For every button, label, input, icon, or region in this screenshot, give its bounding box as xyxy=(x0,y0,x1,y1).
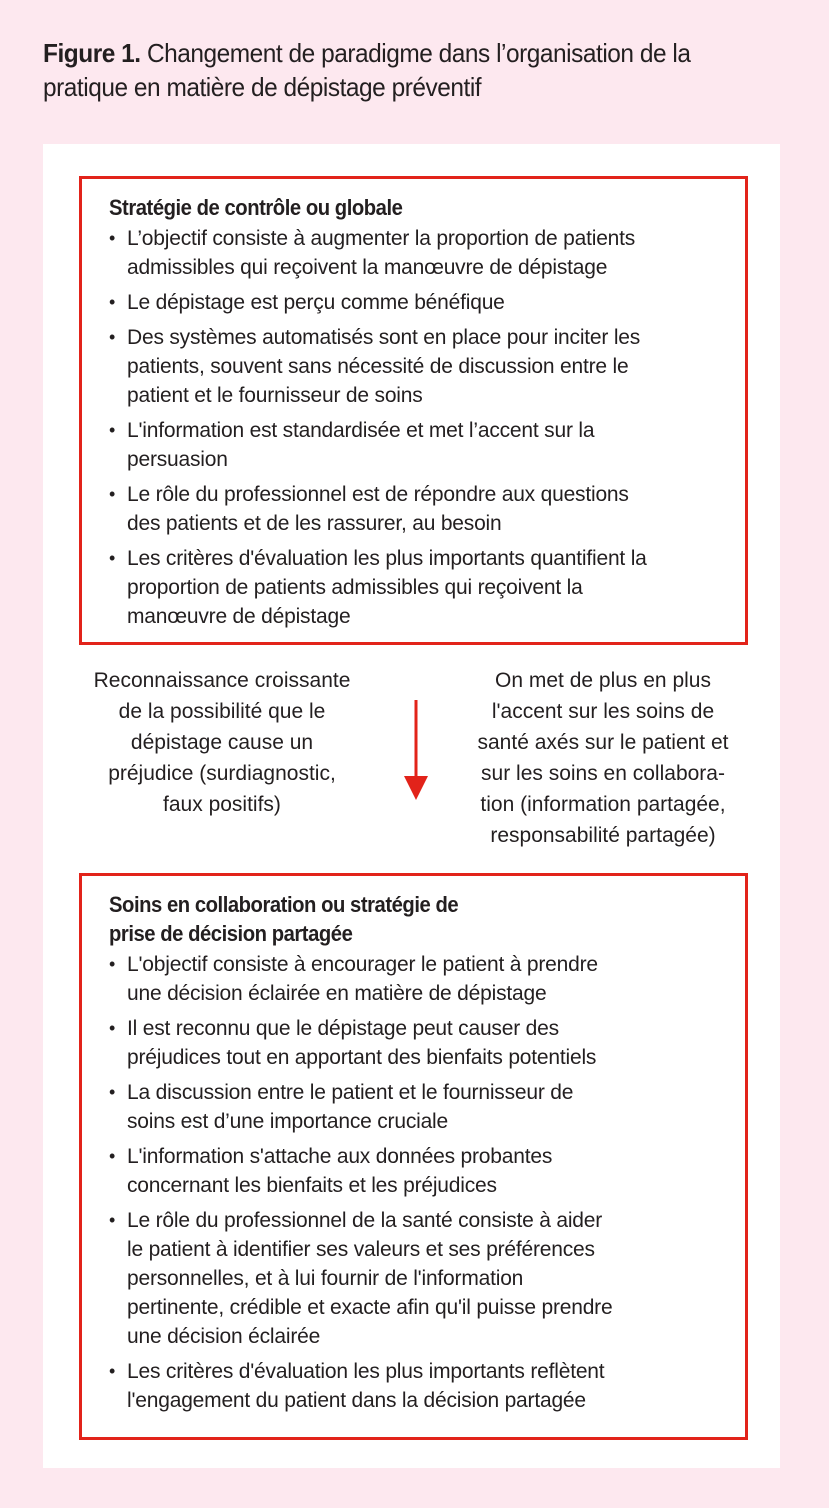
bullet-icon: • xyxy=(109,1210,116,1230)
list-item-text: Le rôle du professionnel est de répondre aux questions des patients et de les rassurer, au besoin xyxy=(127,483,629,535)
list-item xyxy=(109,224,733,282)
list-item-text: L'information est standardisée et met l’accent sur la persuasion xyxy=(127,419,595,471)
list-item-text: L'objectif consiste à encourager le patient à prendre une décision éclairée en matière de dépistage xyxy=(127,953,598,1005)
list-item xyxy=(109,544,733,631)
bullet-icon: • xyxy=(109,420,116,440)
bullet-icon: • xyxy=(109,1082,116,1102)
transition-left-text: Reconnaissance croissante de la possibilité que le dépistage cause un préjudice (surdiagnostic, faux positifs) xyxy=(93,669,351,816)
list-item-text: Le rôle du professionnel de la santé consiste à aider le patient à identifier ses valeurs et ses préférences personnelles, et à lui fournir de l'information pertinente, crédible et exacte afin qu'il puisse prendre une décision éclairée xyxy=(127,1209,613,1348)
bullet-icon: • xyxy=(109,484,116,504)
list-item xyxy=(109,1142,733,1200)
list-item xyxy=(109,950,733,1008)
shared-decision-list xyxy=(109,950,733,1415)
list-item-text: Les critères d'évaluation les plus importants quantifient la proportion de patients admissibles qui reçoivent la manœuvre de dépistage xyxy=(127,547,647,628)
bullet-icon: • xyxy=(109,548,116,568)
control-strategy-list xyxy=(109,224,733,631)
bullet-icon: • xyxy=(109,327,116,347)
list-item-text: La discussion entre le patient et le fournisseur de soins est d’une importance cruciale xyxy=(127,1081,574,1133)
figure-label: Figure 1. xyxy=(43,38,141,68)
shared-decision-box xyxy=(79,873,748,1440)
list-item-text: L’objectif consiste à augmenter la proportion de patients admissibles qui reçoivent la manœuvre de dépistage xyxy=(127,227,636,279)
control-strategy-box xyxy=(79,176,748,645)
figure-title xyxy=(43,36,757,104)
bullet-icon: • xyxy=(109,228,116,248)
bullet-icon: • xyxy=(109,1018,116,1038)
list-item-text: Les critères d'évaluation les plus importants reflètent l'engagement du patient dans la décision partagée xyxy=(127,1360,605,1412)
arrow-down-icon xyxy=(403,700,429,800)
list-item xyxy=(109,1078,733,1136)
control-strategy-heading: Stratégie de contrôle ou globale xyxy=(109,195,403,220)
list-item xyxy=(109,416,733,474)
bullet-icon: • xyxy=(109,1146,116,1166)
figure-title-text: Changement de paradigme dans l’organisation de la pratique en matière de dépistage préventif xyxy=(43,38,691,102)
transition-right-text: On met de plus en plus l'accent sur les soins de santé axés sur le patient et sur les soins en collabora- tion (information partagée, responsabilité partagée) xyxy=(477,669,729,847)
list-item-text: L'information s'attache aux données probantes concernant les bienfaits et les préjudices xyxy=(127,1145,553,1197)
list-item-text: Il est reconnu que le dépistage peut causer des préjudices tout en apportant des bienfaits potentiels xyxy=(127,1017,597,1069)
list-item xyxy=(109,1357,733,1415)
list-item xyxy=(109,288,733,317)
diagram-panel xyxy=(43,144,780,1468)
shared-decision-heading: Soins en collaboration ou stratégie de prise de décision partagée xyxy=(109,892,459,946)
bullet-icon: • xyxy=(109,954,116,974)
list-item-text: Des systèmes automatisés sont en place pour inciter les patients, souvent sans nécessité de discussion entre le patient et le fournisseur de soins xyxy=(127,326,641,407)
list-item xyxy=(109,480,733,538)
list-item xyxy=(109,1014,733,1072)
bullet-icon: • xyxy=(109,1361,116,1381)
list-item xyxy=(109,1206,733,1351)
list-item xyxy=(109,323,733,410)
list-item-text: Le dépistage est perçu comme bénéfique xyxy=(127,291,505,314)
bullet-icon: • xyxy=(109,292,116,312)
